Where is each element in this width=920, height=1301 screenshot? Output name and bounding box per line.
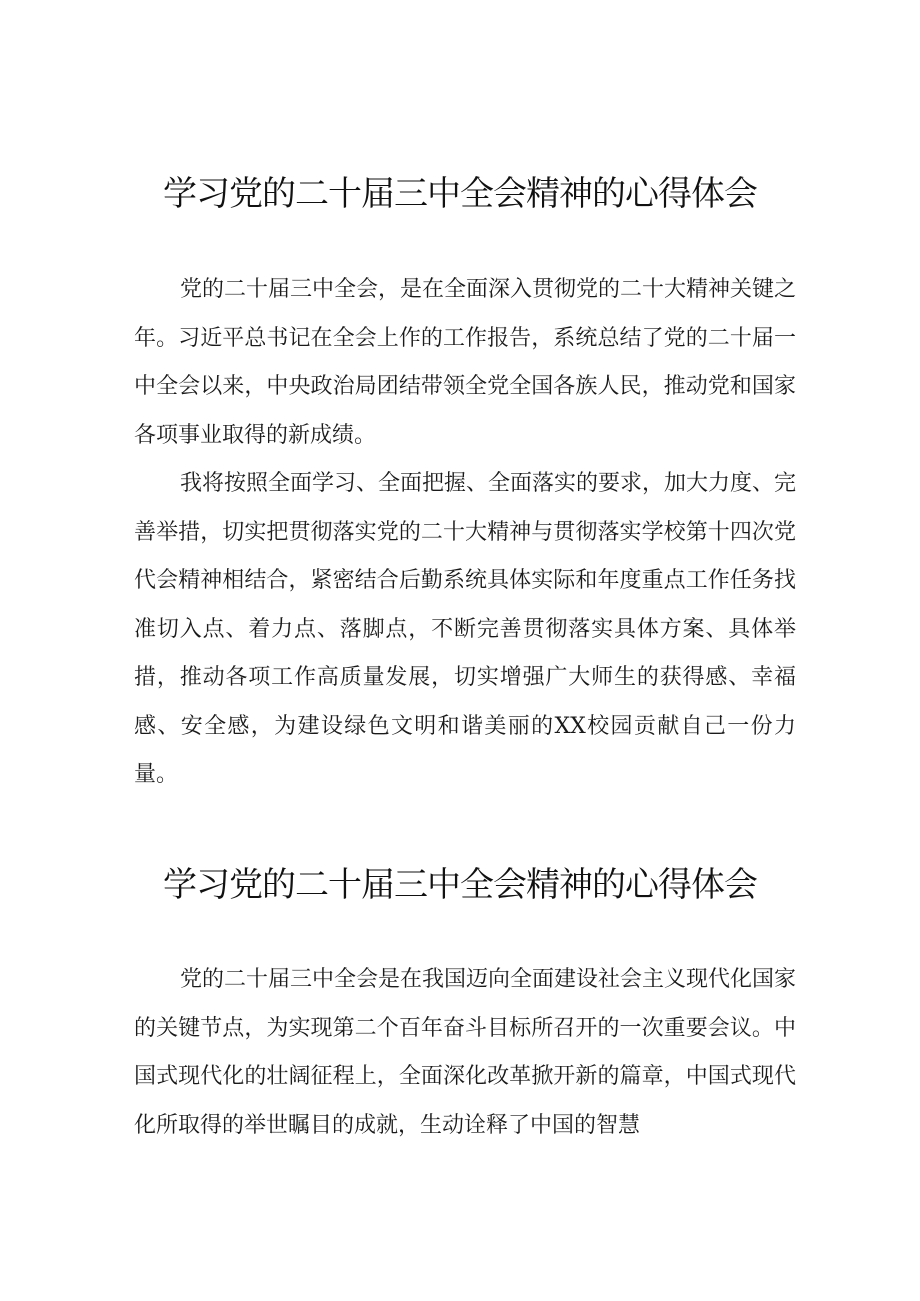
section-1-body: [134, 266, 796, 800]
section-1-paragraph-2: 我将按照全面学习、全面把握、全面落实的要求，加大力度、完善举措，切实把贯彻落实党的二十大精神与贯彻落实学校第十四次党代会精神相结合，紧密结合后勤系统具体实际和年度重点工作任务找准切入点、着力点、落脚点，不断完善贯彻落实具体方案、具体举措，推动各项工作高质量发展，切实增强广大师生的获得感、幸福感、安全感，为建设绿色文明和谐美丽的XX校园贡献自己一份力量。: [134, 471, 797, 787]
section-2-paragraph-1: 党的二十届三中全会是在我国迈向全面建设社会主义现代化国家的关键节点，为实现第二个百年奋斗目标所召开的一次重要会议。中国式现代化的壮阔征程上，全面深化改革掀开新的篇章，中国式现代化所取得的举世瞩目的成就，生动诠释了中国的智慧: [134, 967, 797, 1138]
section-1-paragraph-1: 党的二十届三中全会，是在全面深入贯彻党的二十大精神关键之年。习近平总书记在全会上作的工作报告，系统总结了党的二十届一中全会以来，中央政治局团结带领全党全国各族人民，推动党和国家各项事业取得的新成绩。: [134, 277, 797, 448]
section-2-title: 学习党的二十届三中全会精神的心得体会: [163, 865, 757, 905]
section-2-body: [134, 956, 796, 1150]
section-1-title: 学习党的二十届三中全会精神的心得体会: [163, 174, 757, 214]
